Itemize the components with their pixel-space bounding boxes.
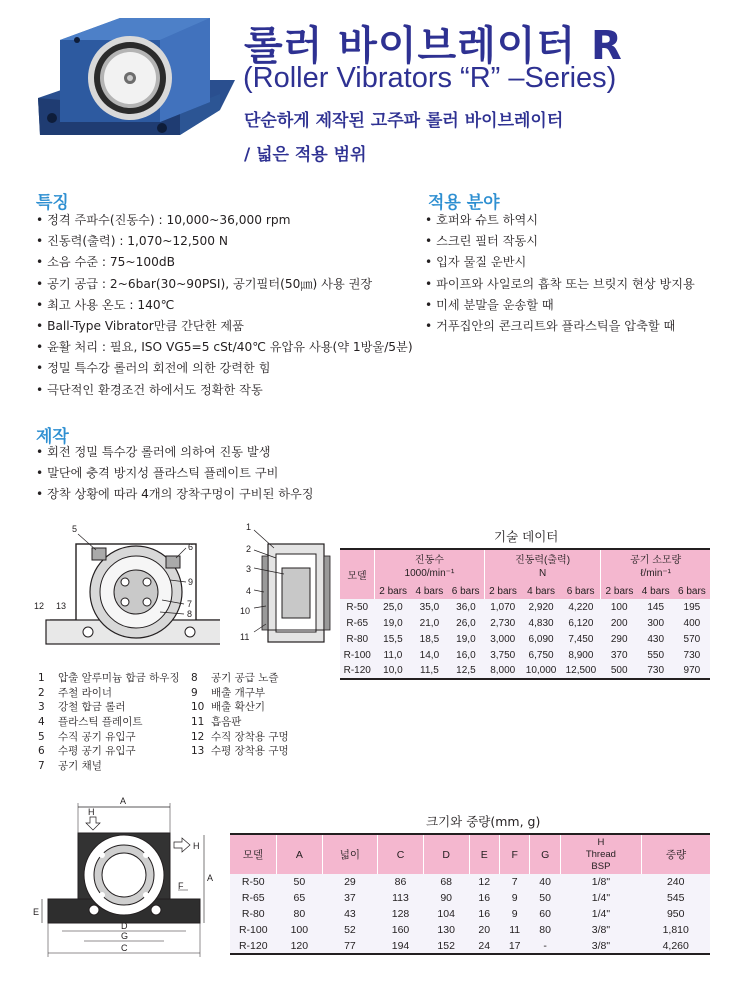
legend-row: 4 플라스틱 플레이트	[38, 716, 143, 729]
construction-item: • 회전 정밀 특수강 롤러에 의하여 진동 발생	[36, 442, 314, 463]
legend-row: 1 압출 알루미늄 합금 하우징	[38, 672, 180, 684]
applications-item: • 스크린 필터 작동시	[425, 231, 695, 252]
callout-13: 13	[56, 601, 67, 611]
construction-list	[36, 442, 314, 506]
group-header: 공기 소모량 ℓ/min⁻¹	[630, 554, 682, 579]
callout-11: 11	[240, 632, 250, 642]
legend-row: 11 흡음판	[191, 716, 242, 729]
dimension-table	[230, 833, 710, 955]
table-row: R-65 19,0 21,0 26,0 2,730 4,830 6,120 200 300 400	[340, 615, 710, 631]
legend-row: 7 공기 채널	[38, 760, 102, 773]
features-item: • 최고 사용 온도 : 140℃	[36, 295, 413, 316]
table-row: R-100 11,0 14,0 16,0 3,750 6,750 8,900 370 550 730	[340, 647, 710, 663]
table-row: R-65 65 37 113 90 16 9 50 1/4" 545	[230, 890, 710, 906]
applications-item: • 파이프와 사일로의 흡착 또는 브릿지 현상 방지용	[425, 274, 695, 295]
dim-label-h-top: H	[88, 807, 95, 817]
dim-label-d: D	[121, 921, 128, 931]
dimension-drawing	[28, 795, 218, 965]
dim-label-f: F	[178, 881, 184, 891]
features-item: • 정밀 특수강 롤러의 회전에 의한 강력한 힘	[36, 358, 413, 379]
table-row: R-80 80 43 128 104 16 9 60 1/4" 950	[230, 906, 710, 922]
column-header: 4 bars	[527, 585, 555, 597]
column-header: 6 bars	[561, 583, 601, 599]
cross-section-side-drawing	[228, 520, 338, 660]
subtitle-line-1: 단순하게 제작된 고주파 롤러 바이브레이터	[244, 111, 564, 131]
features-item: • 극단적인 환경조건 하에서도 정확한 작동	[36, 380, 413, 401]
legend-row: 10 배출 확산기	[191, 701, 266, 714]
dim-label-e: E	[33, 907, 40, 917]
callout-6: 6	[188, 542, 194, 552]
legend-row: 5 수직 공기 유입구	[38, 730, 136, 743]
callout-12: 12	[34, 601, 45, 611]
column-header: 2 bars	[605, 585, 634, 597]
column-header: D	[423, 834, 469, 874]
column-header: G	[530, 834, 560, 874]
applications-item: • 거푸집안의 콘크리트와 플라스틱을 압축할 때	[425, 316, 695, 337]
tech-data-table	[340, 548, 710, 680]
legend-row: 13 수평 장착용 구멍	[191, 745, 289, 758]
column-header: 6 bars	[448, 583, 485, 599]
column-header: 4 bars	[641, 585, 670, 597]
construction-heading: 제작	[36, 427, 69, 447]
column-header: 모델	[340, 549, 375, 599]
dim-label-a-side: A	[207, 873, 214, 883]
product-photo	[30, 10, 235, 140]
table-row: R-50 50 29 86 68 12 7 40 1/8" 240	[230, 874, 710, 890]
features-list	[36, 210, 413, 401]
parts-legend-right	[191, 671, 289, 759]
table-row: R-80 15,5 18,5 19,0 3,000 6,090 7,450 290 430 570	[340, 631, 710, 647]
construction-item: • 장착 상황에 따라 4개의 장착구멍이 구비된 하우징	[36, 484, 314, 505]
column-header: H Thread BSP	[560, 834, 641, 874]
page-title: 롤러 바이브레이터 R	[244, 23, 623, 69]
construction-item: • 말단에 충격 방지성 플라스틱 플레이트 구비	[36, 463, 314, 484]
features-item: • 공기 공급 : 2~6bar(30~90PSI), 공기필터(50㎛) 사용 권장	[36, 274, 413, 295]
column-header: E	[469, 834, 499, 874]
applications-list	[425, 210, 695, 337]
callout-1: 1	[246, 522, 252, 532]
callout-3: 3	[246, 564, 252, 574]
features-item: • Ball-Type Vibrator만큼 간단한 제품	[36, 316, 413, 337]
column-header: 중량	[665, 849, 687, 861]
applications-item: • 입자 물질 운반시	[425, 252, 695, 273]
callout-8: 8	[187, 609, 193, 619]
column-header: C	[378, 834, 424, 874]
callout-5: 5	[72, 524, 78, 534]
page-title-english: (Roller Vibrators “R” –Series)	[243, 62, 617, 94]
legend-row: 8 공기 공급 노즐	[191, 672, 279, 684]
callout-9: 9	[188, 577, 194, 587]
features-item: • 진동력(출력) : 1,070~12,500 N	[36, 231, 413, 252]
applications-item: • 호퍼와 슈트 하역시	[425, 210, 695, 231]
column-header: 4 bars	[415, 585, 444, 597]
table-row: R-50 25,0 35,0 36,0 1,070 2,920 4,220 100 145 195	[340, 599, 710, 615]
applications-item: • 미세 분말을 운송할 때	[425, 295, 695, 316]
column-header: 2 bars	[489, 585, 517, 597]
subtitle-line-2: / 넓은 적용 범위	[244, 145, 367, 165]
dim-label-h-side: H	[193, 841, 200, 851]
group-header: 진동력(출력) N	[484, 549, 600, 583]
table-row: R-120 120 77 194 152 24 17 - 3/8" 4,260	[230, 938, 710, 954]
tech-table-caption: 기술 데이터	[494, 529, 559, 544]
legend-row: 6 수평 공기 유입구	[38, 745, 136, 758]
applications-heading: 적용 분야	[428, 193, 500, 213]
legend-row: 3 강철 합금 롤러	[38, 701, 126, 714]
features-item: • 윤활 처리 : 필요, ISO VG5=5 cSt/40℃ 유압유 사용(약 1방울/5분)	[36, 337, 413, 358]
table-row: R-100 100 52 160 130 20 11 80 3/8" 1,810	[230, 922, 710, 938]
dim-label-g: G	[121, 931, 129, 941]
column-header: 6 bars	[677, 585, 706, 597]
parts-legend-left	[38, 671, 180, 774]
cross-section-front-drawing	[30, 520, 220, 660]
dim-label-a-top: A	[120, 796, 127, 806]
callout-4: 4	[246, 586, 252, 596]
features-item: • 정격 주파수(진동수) : 10,000~36,000 rpm	[36, 210, 413, 231]
callout-2: 2	[246, 544, 252, 554]
table-row: R-120 10,0 11,5 12,5 8,000 10,000 12,500 500 730 970	[340, 663, 710, 679]
dim-table-caption: 크기와 중량(mm, g)	[426, 814, 541, 829]
dim-label-c: C	[121, 943, 128, 953]
features-item: • 소음 수준 : 75~100dB	[36, 252, 413, 273]
features-heading: 특징	[36, 193, 69, 213]
legend-row: 9 배출 개구부	[191, 686, 266, 699]
legend-row: 2 주철 라이너	[38, 686, 113, 699]
group-header: 진동수 1000/min⁻¹	[375, 549, 485, 583]
callout-7: 7	[187, 599, 193, 609]
column-header: F	[499, 834, 529, 874]
column-header: 넓이	[322, 834, 378, 874]
callout-10: 10	[240, 606, 251, 616]
column-header: 2 bars	[379, 585, 408, 597]
legend-row: 12 수직 장착용 구멍	[191, 730, 289, 743]
column-header: A	[277, 834, 323, 874]
column-header: 모델	[230, 834, 277, 874]
